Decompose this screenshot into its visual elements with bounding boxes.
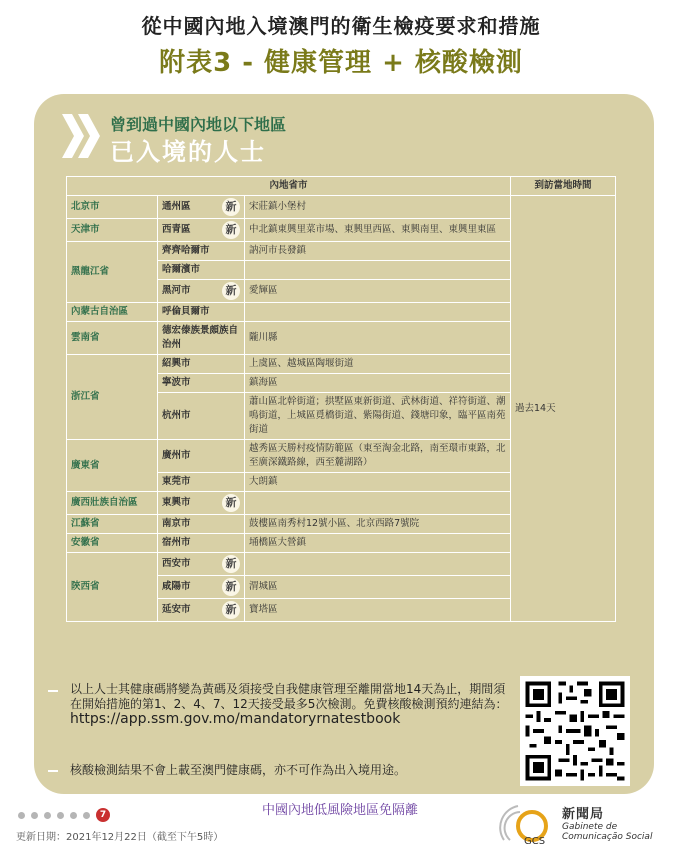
city-cell: 寧波市: [158, 374, 245, 393]
city-cell: 西青區: [162, 224, 191, 235]
city-cell: 宿州市: [158, 534, 245, 553]
area-cell: 寶塔區: [245, 599, 511, 622]
gcs-logo-text: GCS: [524, 836, 546, 847]
note-test-result: 核酸檢測結果不會上載至澳門健康碼，亦不可作為出入境用途。: [70, 763, 407, 777]
area-cell: 埇橋區大營鎮: [245, 534, 511, 553]
province-cell: 陝西省: [67, 553, 158, 622]
province-cell: 安徽省: [67, 534, 158, 553]
city-cell: 紹興市: [158, 355, 245, 374]
city-cell: 通州區: [162, 201, 191, 212]
new-badge: 新: [222, 221, 240, 239]
new-badge: 新: [222, 198, 240, 216]
region-table: [66, 176, 616, 622]
page-indicator[interactable]: [18, 808, 110, 822]
page-subtitle: 附表3 - 健康管理 + 核酸檢測: [159, 48, 523, 78]
area-cell: 訥河市長發鎮: [245, 242, 511, 261]
header-region: 內地省市: [67, 177, 511, 196]
province-cell: 廣東省: [67, 440, 158, 492]
city-cell: 廣州市: [158, 440, 245, 473]
page-dot[interactable]: [57, 812, 64, 819]
section-heading-line2: 已入境的人士: [110, 138, 266, 166]
province-cell: 廣西壯族自治區: [67, 492, 158, 515]
area-cell: 愛輝區: [245, 280, 511, 303]
note-text: 以上人士其健康碼將變為黃碼及須接受自我健康管理至離開當地14天為止，期間須在開始措施的第1、2、4、7、12天接受最多5次檢測。免費核酸檢測預約連結為：: [70, 682, 508, 711]
section-heading-line1: 曾到過中國內地以下地區: [110, 115, 287, 134]
area-cell: 中北鎮東興里菜市場、東興里西區、東興南里、東興里東區: [245, 219, 511, 242]
qr-code[interactable]: [520, 676, 630, 786]
current-page-badge: 7: [96, 808, 110, 822]
page-dot[interactable]: [18, 812, 25, 819]
province-cell: 雲南省: [67, 322, 158, 355]
area-cell: [245, 261, 511, 280]
province-cell: 江蘇省: [67, 515, 158, 534]
gcs-sub-line1: Gabinete de: [562, 822, 618, 832]
area-cell: 宋莊鎮小堡村: [245, 196, 511, 219]
area-cell: [245, 553, 511, 576]
city-cell: 延安市: [162, 604, 191, 615]
city-cell: 西安市: [162, 558, 191, 569]
gcs-logo: [498, 800, 558, 852]
city-cell: 南京市: [158, 515, 245, 534]
page-dot[interactable]: [83, 812, 90, 819]
city-cell: 呼倫貝爾市: [158, 303, 245, 322]
note-health-code: [70, 682, 510, 727]
area-cell: [245, 492, 511, 515]
new-badge: 新: [222, 578, 240, 596]
new-badge: 新: [222, 282, 240, 300]
city-cell: 東興市: [162, 497, 191, 508]
area-cell: 渭城區: [245, 576, 511, 599]
gcs-title: 新聞局: [562, 807, 605, 822]
chevron-right-icon: [62, 114, 102, 158]
page-dot[interactable]: [70, 812, 77, 819]
area-cell: 隴川縣: [245, 322, 511, 355]
gcs-subtitle: [562, 822, 652, 842]
bullet-dash: [48, 770, 58, 772]
area-cell: 鼓樓區南秀村12號小區、北京西路7號院: [245, 515, 511, 534]
gcs-sub-line2: Comunicação Social: [562, 832, 653, 842]
page-dot[interactable]: [44, 812, 51, 819]
city-cell: 杭州市: [158, 393, 245, 440]
area-cell: 鎮海區: [245, 374, 511, 393]
province-cell: 浙江省: [67, 355, 158, 440]
header-time: 到訪當地時間: [511, 177, 616, 196]
city-cell: 東莞市: [158, 473, 245, 492]
province-cell: 內蒙古自治區: [67, 303, 158, 322]
page-title: 從中國內地入境澳門的衛生檢疫要求和措施: [141, 14, 541, 38]
page-dot[interactable]: [31, 812, 38, 819]
bullet-dash: [48, 690, 58, 692]
city-cell: 齊齊哈爾市: [158, 242, 245, 261]
area-cell: [245, 303, 511, 322]
new-badge: 新: [222, 555, 240, 573]
city-cell: 咸陽市: [162, 581, 191, 592]
province-cell: 北京市: [67, 196, 158, 219]
time-cell: 過去14天: [511, 196, 616, 622]
city-cell: 黑河市: [162, 285, 191, 296]
city-cell: 哈爾濱市: [158, 261, 245, 280]
test-booking-link[interactable]: https://app.ssm.gov.mo/mandatoryrnatestbook: [70, 711, 401, 727]
city-cell: 德宏傣族景頗族自治州: [158, 322, 245, 355]
new-badge: 新: [222, 494, 240, 512]
area-cell: 越秀區天勝村疫情防範區（東至淘金北路，南至環市東路，北至廣深鐵路線，西至麓湖路）: [245, 440, 511, 473]
update-date: 更新日期：2021年12月22日（截至下午5時）: [16, 832, 224, 843]
footer-caption: 中國內地低風險地區免隔離: [261, 803, 418, 818]
area-cell: 大朗鎮: [245, 473, 511, 492]
table-row: [67, 196, 616, 219]
province-cell: 天津市: [67, 219, 158, 242]
area-cell: 上虞區、越城區陶堰街道: [245, 355, 511, 374]
area-cell: 蕭山區北幹街道；拱墅區東新街道、武林街道、祥符街道、潮鳴街道，上城區覓橋街道、紫陽街道、錢塘印象，臨平區南苑街道: [245, 393, 511, 440]
info-card: [34, 94, 654, 794]
new-badge: 新: [222, 601, 240, 619]
province-cell: 黑龍江省: [67, 242, 158, 303]
